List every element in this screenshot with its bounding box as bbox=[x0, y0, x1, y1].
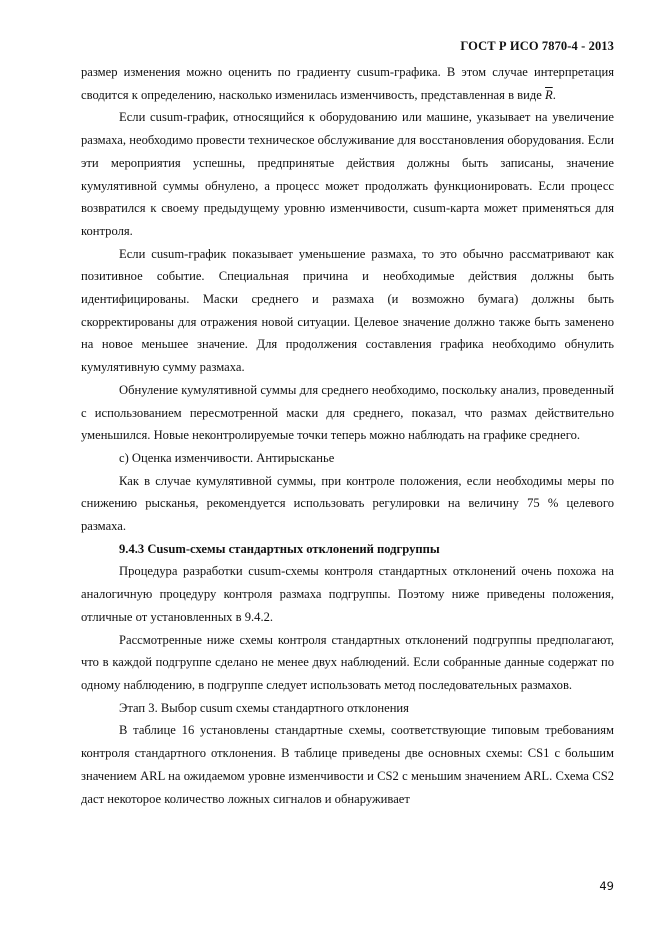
stage-3-title: Этап 3. Выбор cusum схемы стандартного отклонения bbox=[119, 700, 409, 715]
paragraph-8: В таблице 16 установлены стандартные схемы, соответствующие типовым требованиям контроля стандартного отклонения. В таблице приведены две основных схемы: CS1 с большим значением ARL на ожидаемом уровне изменчивости и CS2 с меньшим значением ARL. Схема CS2 даст некоторое количество ложных сигналов и обнаруживает bbox=[81, 723, 614, 806]
paragraph-5: Как в случае кумулятивной суммы, при контроле положения, если необходимы меры по снижению рысканья, рекомендуется использовать регулировки на величину 75 % целевого размаха. bbox=[81, 473, 614, 534]
list-item-c: с) Оценка изменчивости. Антирысканье bbox=[119, 450, 335, 465]
paragraph-6: Процедура разработки cusum-схемы контроля стандартных отклонений очень похожа на аналогичную процедуру контроля размаха подгруппы. Поэтому ниже приведены положения, отличные от установленных в 9.4.2. bbox=[81, 564, 614, 624]
page-number: 49 bbox=[599, 879, 614, 893]
paragraph-1-text: размер изменения можно оценить по градиенту cusum-графика. В этом случае интерпретация сводится к определению, насколько изменилась изменчивость, представленная в виде bbox=[81, 65, 614, 102]
paragraph-2: Если cusum-график, относящийся к оборудованию или машине, указывает на увеличение размаха, необходимо провести техническое обслуживание для восстановления оборудования. Если эти мероприятия успешны, предпринятые действия должны быть записаны, значение кумулятивной суммы обнулено, а процесс может продолжать функционировать. Если процесс возвратился к своему предыдущему уровню изменчивости, cusum-карта может применяться для контроля. bbox=[81, 110, 614, 238]
document-header: ГОСТ Р ИСО 7870-4 - 2013 bbox=[460, 39, 614, 53]
r-bar-symbol: $\overline{R}$ bbox=[545, 87, 553, 102]
paragraph-1: размер изменения можно оценить по градиенту cusum-графика. В этом случае интерпретация сводится к определению, насколько изменилась изменчивость, представленная в виде $\overline{R}$. bbox=[81, 65, 614, 102]
paragraph-4: Обнуление кумулятивной суммы для среднего необходимо, поскольку анализ, проведенный с использованием пересмотренной маски для среднего, показал, что размах действительно уменьшился. Новые неконтролируемые точки теперь можно наблюдать на графике среднего. bbox=[81, 382, 614, 443]
paragraph-7: Рассмотренные ниже схемы контроля стандартных отклонений подгруппы предполагают, что в каждой подгруппе сделано не менее двух наблюдений. Если собранные данные содержат по одному наблюдению, в подгруппе следует использовать метод последовательных размахов. bbox=[81, 632, 614, 692]
page-body bbox=[81, 61, 614, 810]
paragraph-3: Если cusum-график показывает уменьшение размаха, то это обычно рассматривают как позитивное событие. Специальная причина и необходимые действия должны быть идентифицированы. Маски среднего и размаха (и возможно бумага) должны быть скорректированы для отражения новой ситуации. Целевое значение должно также быть заменено на новое меньшее значение. Для продолжения составления графика необходимо обнулить кумулятивную сумму размаха. bbox=[81, 246, 614, 375]
section-heading-9-4-3: 9.4.3 Cusum-схемы стандартных отклонений подгруппы bbox=[119, 541, 440, 556]
